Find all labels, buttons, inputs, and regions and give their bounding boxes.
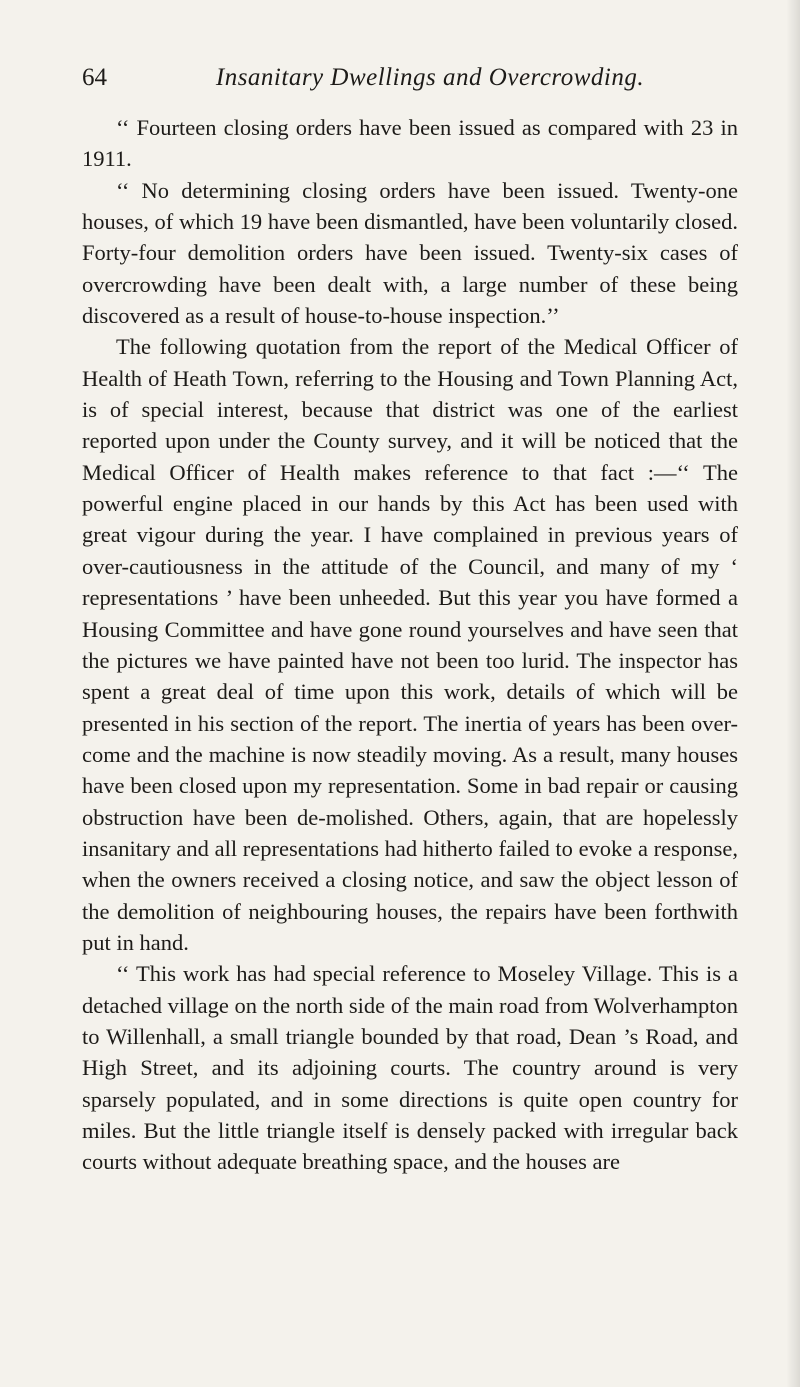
paragraph-moseley-village: ‘‘ This work has had special reference to Moseley Village. This is a detached village on the north side of the main road from Wolverhampton to Willenhall, a small triangle bounded by that road, Dean ’s Road, and High Street, and its adjoining courts. The country around is very sparsely populated, and in some directions is quite open country for miles. But the little triangle itself is densely packed with irregular back courts without adequate breathing space, and the houses are — [82, 961, 738, 1175]
page-edge-shadow — [786, 0, 800, 1387]
page-number: 64 — [82, 64, 107, 91]
paragraph-determining-closing-orders: ‘‘ No determining closing orders have been issued. Twenty-one houses, of which 19 have been dismantled, have been voluntarily closed. Forty-four demolition orders have been issued. Twenty-six cases of overcrowding have been dealt with, a large number of these being discovered as a result of house-to-house inspection.’’ — [82, 177, 738, 329]
running-title: Insanitary Dwellings and Overcrowding. — [215, 64, 645, 91]
body-text — [82, 112, 738, 1178]
running-head — [82, 58, 738, 98]
paragraph-heath-town-quotation: The following quotation from the report of the Medical Officer of Health of Heath Town, referring to the Housing and Town Planning Act, is of special interest, because that district was one of the earliest reported upon under the County survey, and it will be noticed that the Medical Officer of Health makes reference to that fact :—‘‘ The powerful engine placed in our hands by this Act has been used with great vigour during the year. I have complained in previous years of over-cautiousness in the attitude of the Council, and many of my ‘ representations ’ have been unheeded. But this year you have formed a Housing Committee and have gone round yourselves and have seen that the pictures we have painted have not been too lurid. The inspector has spent a great deal of time upon this work, details of which will be presented in his section of the report. The inertia of years has been over-come and the machine is now steadily moving. As a result, many houses have been closed upon my representation. Some in bad repair or causing obstruction have been de-molished. Others, again, that are hopelessly insanitary and all representations had hitherto failed to evoke a response, when the owners received a closing notice, and saw the object lesson of the demolition of neighbouring houses, the repairs have been forthwith put in hand. — [82, 334, 738, 955]
paragraph-fourteen-closing-orders: ‘‘ Fourteen closing orders have been issued as compared with 23 in 1911. — [82, 115, 738, 172]
